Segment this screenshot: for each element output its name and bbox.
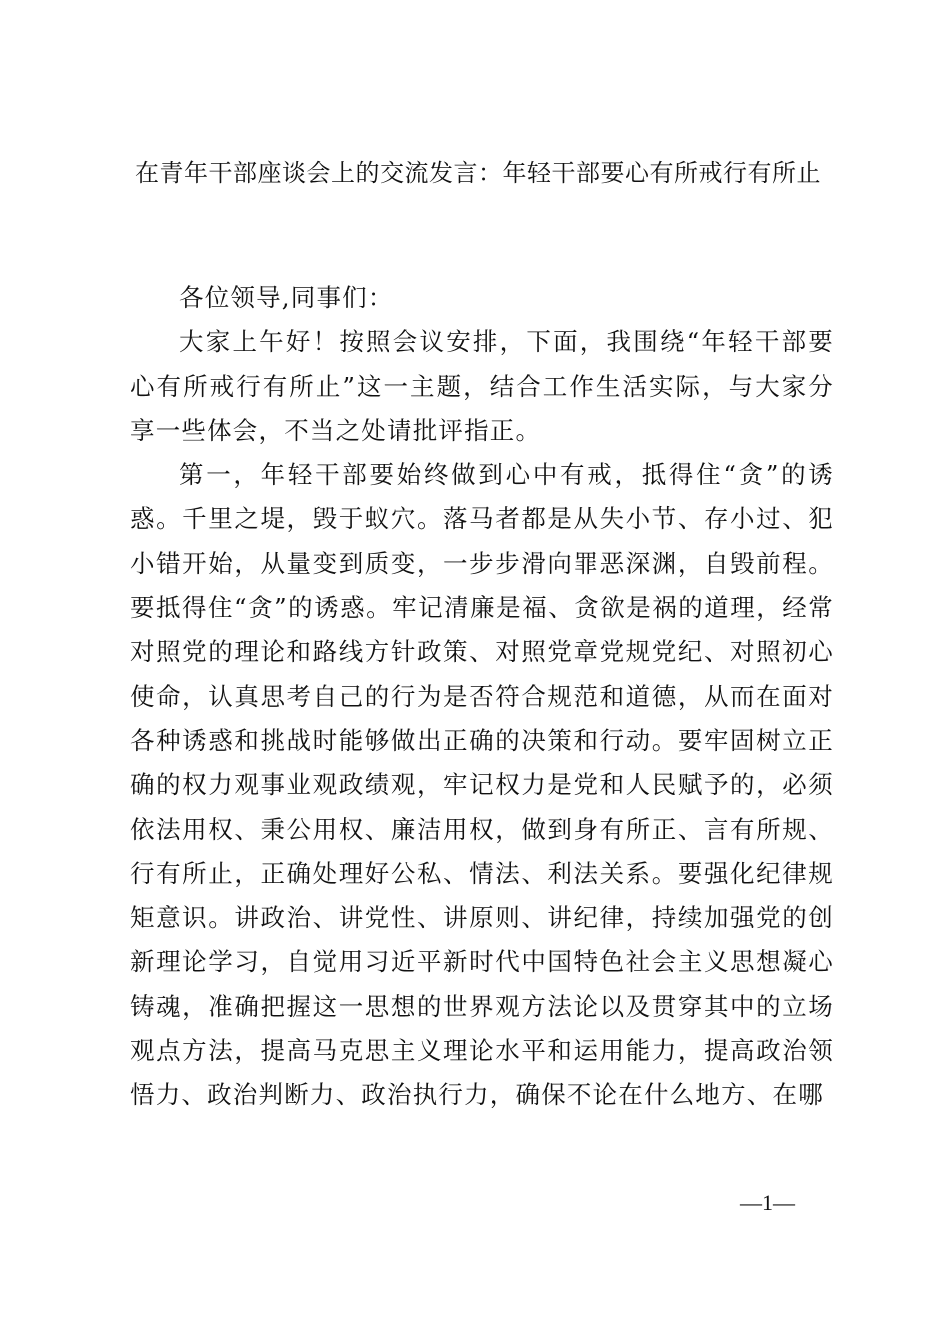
paragraph-first-point: 第一，年轻干部要始终做到心中有戒，抵得住“贪”的诱惑。千里之堤，毁于蚁穴。落马者都是从失小节、存小过、犯小错开始，从量变到质变，一步步滑向罪恶深渊，自毁前程。要抵得住“贪”的诱惑。牢记清廉是福、贪欲是祸的道理，经常对照党的理论和路线方针政策、对照党章党规党纪、对照初心使命，认真思考自己的行为是否符合规范和道德，从而在面对各种诱惑和挑战时能够做出正确的决策和行动。要牢固树立正确的权力观事业观政绩观，牢记权力是党和人民赋予的，必须依法用权、秉公用权、廉洁用权，做到身有所正、言有所规、行有所止，正确处理好公私、情法、利法关系。要强化纪律规矩意识。讲政治、讲党性、讲原则、讲纪律，持续加强党的创新理论学习，自觉用习近平新时代中国特色社会主义思想凝心铸魂，准确把握这一思想的世界观方法论以及贯穿其中的立场观点方法，提高马克思主义理论水平和运用能力，提高政治领悟力、政治判断力、政治执行力，确保不论在什么地方、在哪 <box>130 460 834 1110</box>
page-number: —1— <box>740 1190 795 1215</box>
document-title: 在青年干部座谈会上的交流发言：年轻干部要心有所戒行有所止 <box>135 159 821 187</box>
paragraph-greeting: 大家上午好！按照会议安排，下面，我围绕“年轻干部要心有所戒行有所止”这一主题，结合工作生活实际，与大家分享一些体会，不当之处请批评指正。 <box>130 327 834 445</box>
document-body <box>130 276 834 1118</box>
salutation: 各位领导,同事们： <box>179 283 394 312</box>
